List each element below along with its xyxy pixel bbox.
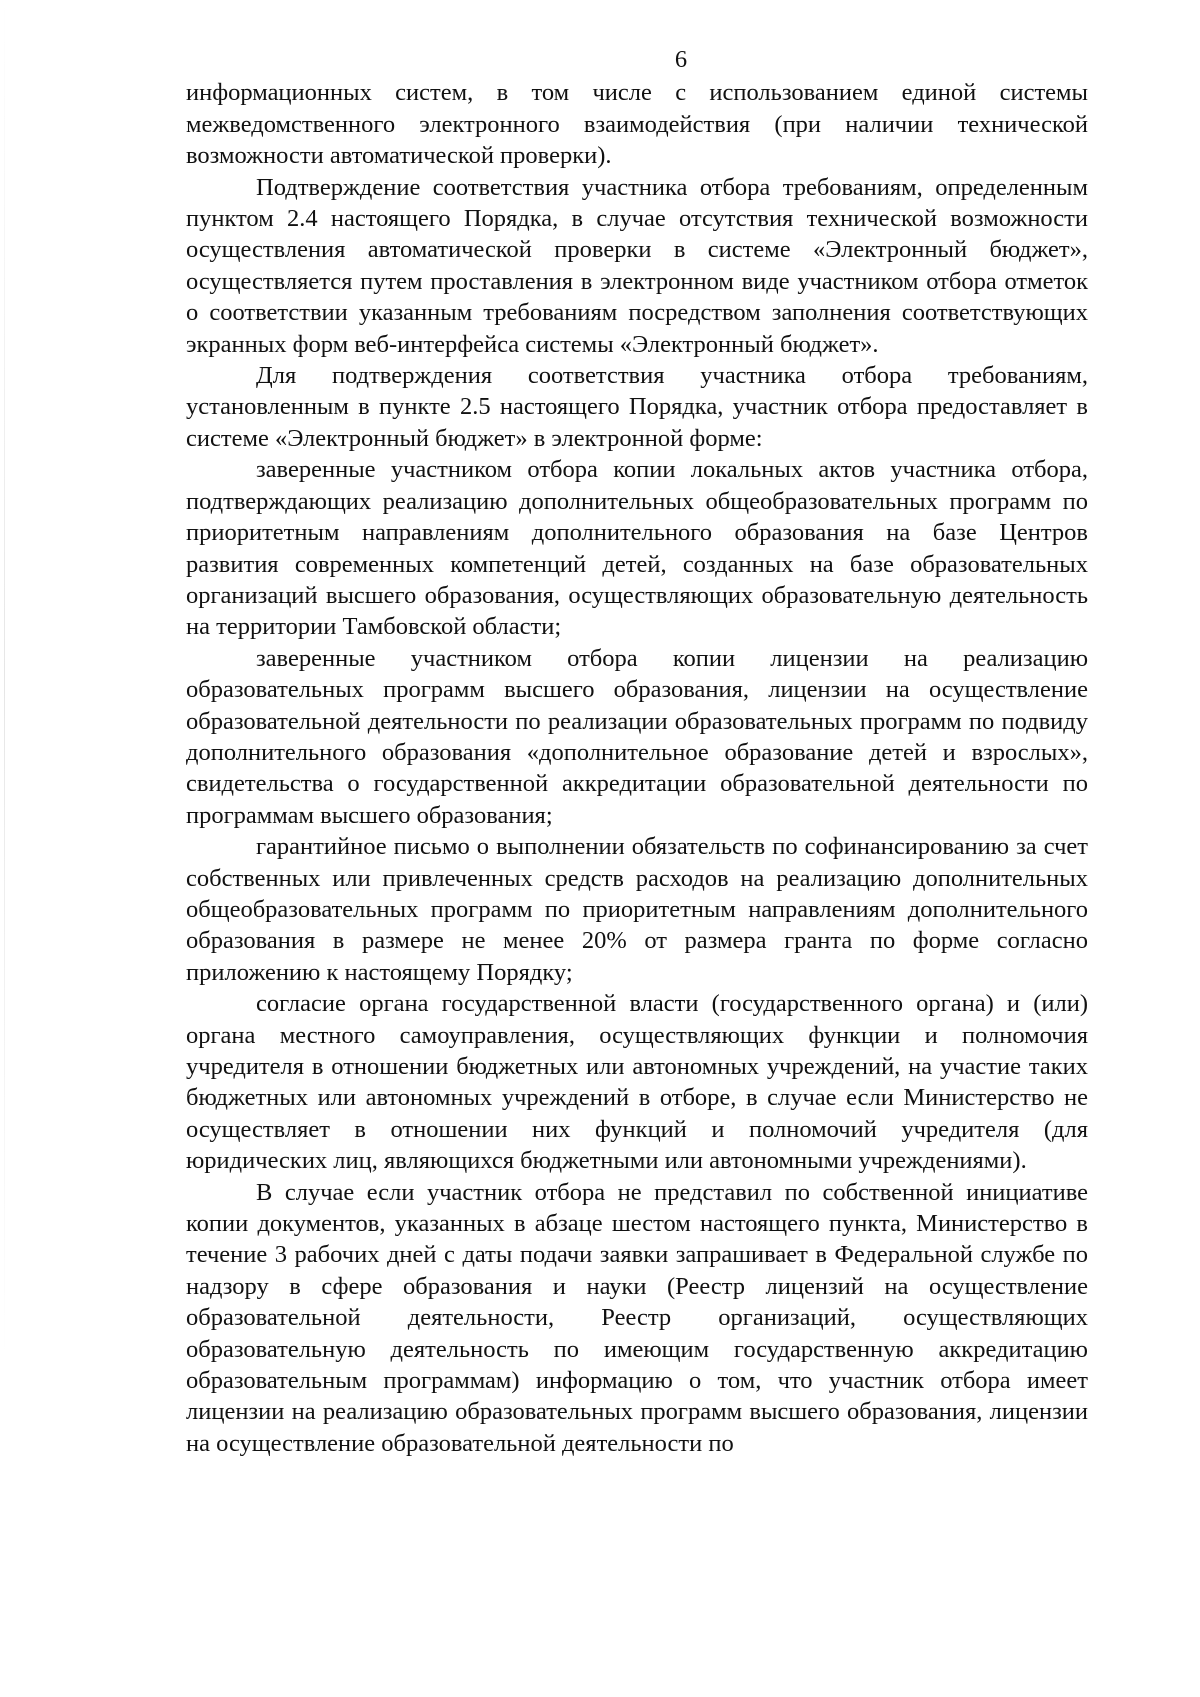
paragraph-confirmation: Подтверждение соответствия участника отбора требованиям, определенным пунктом 2.4 настоящего Порядка, в случае отсутствия технической возможности осуществления автоматической проверки в системе «Электронный бюджет», осуществляется путем проставления в электронном виде участником отбора отметок о соответствии указанным требованиям посредством заполнения соответствующих экранных форм веб-интерфейса системы «Электронный бюджет». <box>186 173 1088 358</box>
paragraph-continuation: информационных систем, в том числе с использованием единой системы межведомственного электронного взаимодействия (при наличии технической возможности автоматической проверки). <box>186 79 1088 170</box>
paragraph-requirements-intro: Для подтверждения соответствия участника отбора требованиям, установленным в пункте 2.5 настоящего Порядка, участник отбора предоставляет в системе «Электронный бюджет» в электронной форме: <box>186 362 1088 452</box>
list-item-licenses: заверенные участником отбора копии лицензии на реализацию образовательных программ высшего образования, лицензии на осуществление образовательной деятельности по реализации образовательных программ по подвиду дополнительного образования «дополнительное образование детей и взрослых», свидетельства о государственной аккредитации образовательной деятельности по программам высшего образования; <box>186 644 1088 829</box>
list-item-local-acts: заверенные участником отбора копии локальных актов участника отбора, подтверждающих реализацию дополнительных общеобразовательных программ по приоритетным направлениям дополнительного образования на базе Центров развития современных компетенций детей, созданных на базе образовательных организаций высшего образования, осуществляющих образовательную деятельность на территории Тамбовской области; <box>186 456 1088 641</box>
page-number: 6 <box>674 46 688 73</box>
list-item-authority-consent: согласие органа государственной власти (государственного органа) и (или) органа местного самоуправления, осуществляющих функции и полномочия учредителя в отношении бюджетных или автономных учреждений, на участие таких бюджетных или автономных учреждений в отборе, в случае если Министерство не осуществляет в отношении них функций и полномочий учредителя (для юридических лиц, являющихся бюджетными или автономными учреждениями). <box>186 990 1088 1175</box>
paragraph-ministry-request: В случае если участник отбора не представил по собственной инициативе копии документов, указанных в абзаце шестом настоящего пункта, Министерство в течение 3 рабочих дней с даты подачи заявки запрашивает в Федеральной службе по надзору в сфере образования и науки (Реестр лицензий на осуществление образовательной деятельности, Реестр организаций, осуществляющих образовательную деятельность по имеющим государственную аккредитацию образовательным программам) информацию о том, что участник отбора имеет лицензии на реализацию образовательных программ высшего образования, лицензии на осуществление образовательной деятельности по <box>186 1178 1088 1457</box>
list-item-guarantee-letter: гарантийное письмо о выполнении обязательств по софинансированию за счет собственных или привлеченных средств расходов на реализацию дополнительных общеобразовательных программ по приоритетным направлениям дополнительного образования в размере не менее 20% от размера гранта по форме согласно приложению к настоящему Порядку; <box>186 833 1088 986</box>
scan-edge-shadow <box>4 0 5 1697</box>
